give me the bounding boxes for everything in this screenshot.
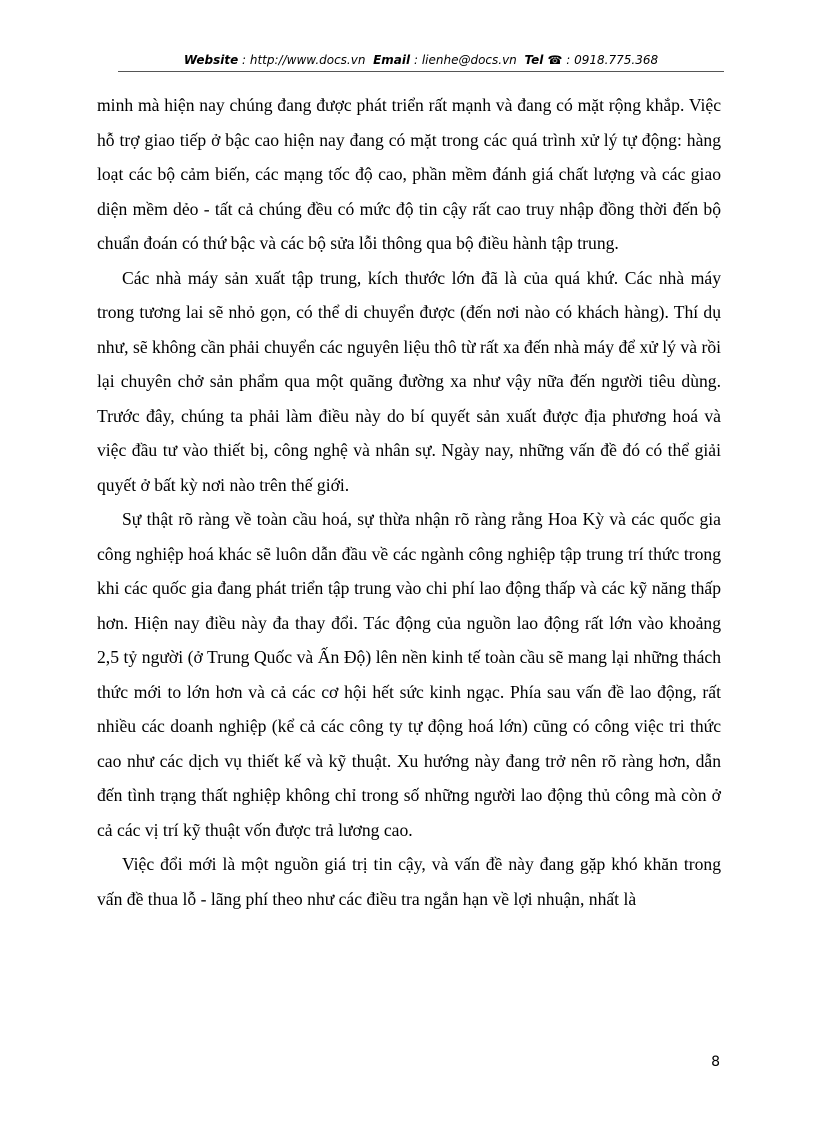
document-body — [97, 88, 721, 916]
paragraph: Việc đổi mới là một nguồn giá trị tin cậy, và vấn đề này đang gặp khó khăn trong vấn đề thua lỗ - lãng phí theo như các điều tra ngắn hạn về lợi nhuận, nhất là — [97, 854, 721, 909]
header-divider — [118, 71, 724, 72]
website-label: Website — [183, 53, 239, 67]
tel-number: 0918.775.368 — [574, 53, 659, 67]
website-separator: : — [238, 53, 250, 67]
page-number: 8 — [711, 1054, 720, 1070]
tel-label: Tel ☎ — [524, 53, 563, 67]
paragraph-continuation: minh mà hiện nay chúng đang được phát triển rất mạnh và đang có mặt rộng khắp. Việc hỗ trợ giao tiếp ở bậc cao hiện nay đang có mặt trong các quá trình xử lý tự động: hàng loạt các bộ cảm biến, các mạng tốc độ cao, phần mềm đánh giá chất lượng và các giao diện mềm dẻo - tất cả chúng đều có mức độ tin cậy rất cao truy nhập đồng thời đến bộ chuẩn đoán có thứ bậc và các bộ sửa lỗi thông qua bộ điều hành tập trung. — [97, 95, 721, 253]
paragraph: Sự thật rõ ràng về toàn cầu hoá, sự thừa nhận rõ ràng rằng Hoa Kỳ và các quốc gia công nghiệp hoá khác sẽ luôn dẫn đầu về các ngành công nghiệp tập trung trí thức trong khi các quốc gia đang phát triển tập trung vào chi phí lao động thấp và các kỹ năng thấp hơn. Hiện nay điều này đa thay đổi. Tác động của nguồn lao động rất lớn vào khoảng 2,5 tỷ người (ở Trung Quốc và Ấn Độ) lên nền kinh tế toàn cầu sẽ mang lại những thách thức mới to lớn hơn và cả các cơ hội hết sức kinh ngạc. Phía sau vấn đề lao động, rất nhiều các doanh nghiệp (kể cả các công ty tự động hoá lớn) cũng có công việc tri thức cao như các dịch vụ thiết kế và kỹ thuật. Xu hướng này đang trở nên rõ ràng hơn, dẫn đến tình trạng thất nghiệp không chỉ trong số những người lao động thủ công mà còn ở cả các vị trí kỹ thuật vốn được trả lương cao. — [97, 509, 721, 840]
email-address[interactable]: lienhe@docs.vn — [421, 53, 517, 67]
page-header — [118, 52, 724, 68]
email-separator: : — [410, 53, 422, 67]
website-url[interactable]: http://www.docs.vn — [249, 53, 366, 67]
tel-separator: : — [562, 53, 575, 67]
email-label: Email — [373, 53, 411, 67]
paragraph: Các nhà máy sản xuất tập trung, kích thước lớn đã là của quá khứ. Các nhà máy trong tương lai sẽ nhỏ gọn, có thể di chuyển được (đến nơi nào có khách hàng). Thí dụ như, sẽ không cần phải chuyển các nguyên liệu thô từ rất xa đến nhà máy để xử lý và rồi lại chuyên chở sản phẩm qua một quãng đường xa như vậy nữa đến người tiêu dùng. Trước đây, chúng ta phải làm điều này do bí quyết sản xuất được địa phương hoá và việc đầu tư vào thiết bị, công nghệ và nhân sự. Ngày nay, những vấn đề đó có thể giải quyết ở bất kỳ nơi nào trên thế giới. — [97, 267, 721, 495]
